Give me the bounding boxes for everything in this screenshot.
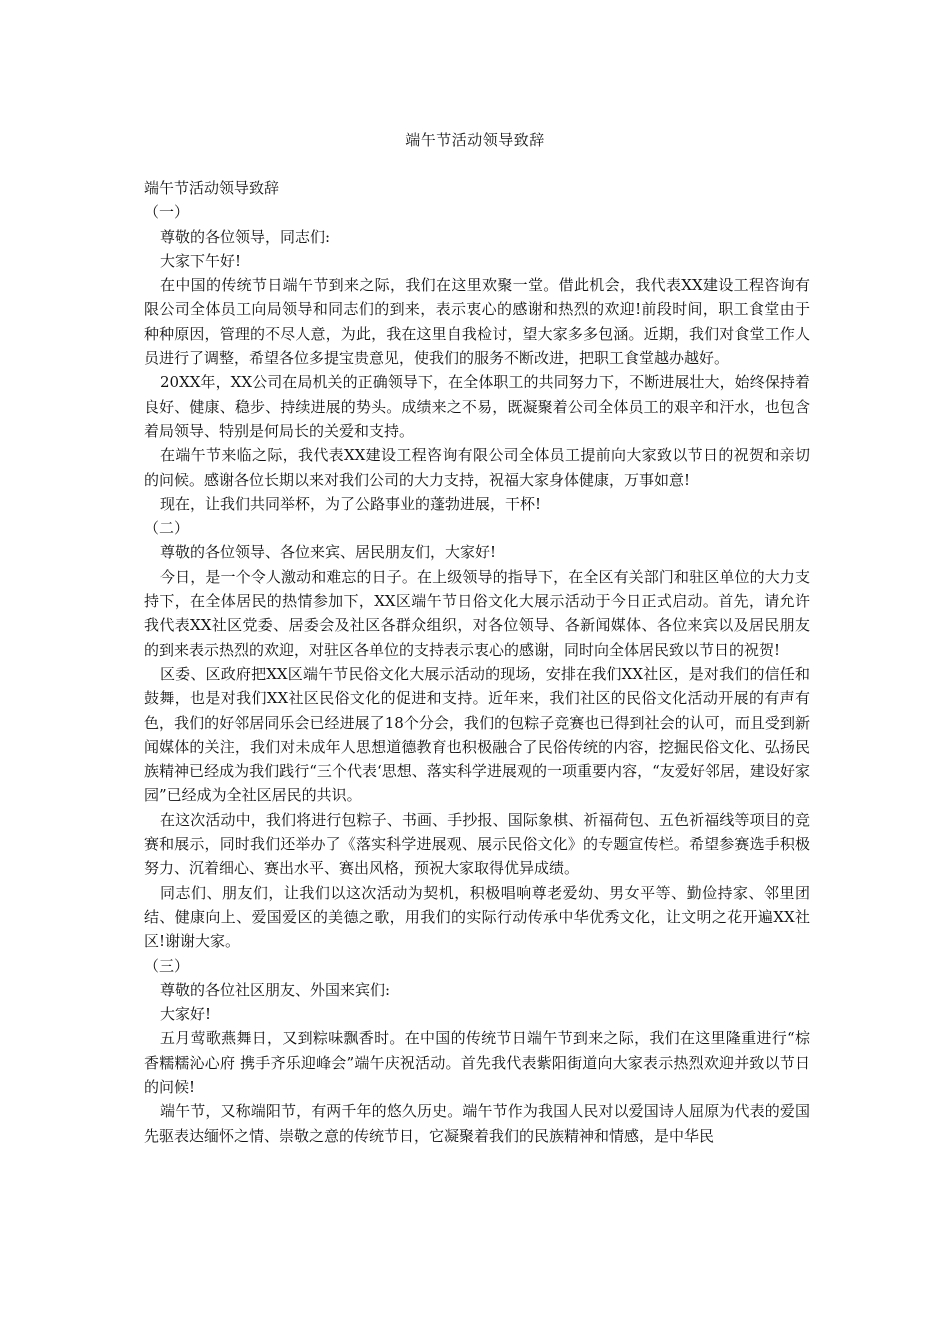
section-label-3: （三）	[144, 956, 190, 975]
paragraph: 在这次活动中，我们将进行包粽子、书画、手抄报、国际象棋、祈福荷包、五色祈福线等项目的竞赛和展示，同时我们还举办了《落实科学进展观、展示民俗文化》的专题宣传栏。希望参赛选手积极努力、沉着细心、赛出水平、赛出风格，预祝大家取得优异成绩。	[144, 810, 810, 878]
document-title: 端午节活动领导致辞	[405, 131, 545, 149]
paragraph: 尊敬的各位领导，同志们:	[160, 227, 331, 246]
paragraph: 端午节，又称端阳节，有两千年的悠久历史。端午节作为我国人民对以爱国诗人屈原为代表的爱国先驱表达缅怀之情、崇敬之意的传统节日，它凝聚着我们的民族精神和情感，是中华民	[144, 1102, 810, 1145]
paragraph: 尊敬的各位社区朋友、外国来宾们:	[160, 980, 391, 999]
paragraph: 现在，让我们共同举杯，为了公路事业的蓬勃进展，干杯!	[160, 494, 542, 513]
paragraph: 大家好!	[160, 1005, 212, 1024]
paragraph: 今日，是一个令人激动和难忘的日子。在上级领导的指导下，在全区有关部门和驻区单位的大力支持下，在全体居民的热情参加下，XX区端午节日俗文化大展示活动于今日正式启动。首先，请允许我代表XX社区党委、居委会及社区各群众组织，对各位领导、各新闻媒体、各位来宾以及居民朋友的到来表示热烈的欢迎，对驻区各单位的支持表示衷心的感谢，同时向全体居民致以节日的祝贺!	[144, 567, 810, 659]
paragraph: 同志们、朋友们，让我们以这次活动为契机，积极唱响尊老爱幼、男女平等、勤俭持家、邻里团结、健康向上、爱国爱区的美德之歌，用我们的实际行动传承中华优秀文化，让文明之花开遍XX社区!谢谢大家。	[144, 883, 810, 951]
paragraph: 五月莺歌燕舞日，又到粽味飘香时。在中国的传统节日端午节到来之际，我们在这里隆重进行“棕香糯糯沁心府 携手齐乐迎峰会”端午庆祝活动。首先我代表紫阳街道向大家表示热烈欢迎并致以节日的问候!	[144, 1029, 810, 1096]
paragraph: 区委、区政府把XX区端午节民俗文化大展示活动的现场，安排在我们XX社区，是对我们的信任和鼓舞，也是对我们XX社区民俗文化的促进和支持。近年来，我们社区的民俗文化活动开展的有声有色，我们的好邻居同乐会已经进展了18个分会，我们的包粽子竞赛也已得到社会的认可，而且受到新闻媒体的关注，我们对未成年人思想道德教育也积极融合了民俗传统的内容，挖掘民俗文化、弘扬民族精神已经成为我们践行“三个代表‘思想、落实科学进展观的一项重要内容，“友爱好邻居，建设好家园”已经成为全社区居民的共识。	[144, 664, 810, 805]
paragraph: 20XX年，XX公司在局机关的正确领导下，在全体职工的共同努力下，不断进展壮大，始终保持着良好、健康、稳步、持续进展的势头。成绩来之不易，既凝聚着公司全体员工的艰辛和汗水，也包含着局领导、特别是何局长的关爱和支持。	[144, 373, 810, 440]
document-subtitle: 端午节活动领导致辞	[144, 179, 280, 197]
section-label-2: （二）	[144, 519, 190, 538]
paragraph: 在中国的传统节日端午节到来之际，我们在这里欢聚一堂。借此机会，我代表XX建设工程咨询有限公司全体员工向局领导和同志们的到来，表示衷心的感谢和热烈的欢迎!前段时间，职工食堂由于种种原因，管理的不尽人意，为此，我在这里自我检讨，望大家多多包涵。近期，我们对食堂工作人员进行了调整，希望各位多提宝贵意见，使我们的服务不断改进，把职工食堂越办越好。	[144, 276, 810, 368]
paragraph: 在端午节来临之际，我代表XX建设工程咨询有限公司全体员工提前向大家致以节日的祝贺和亲切的问候。感谢各位长期以来对我们公司的大力支持，祝福大家身体健康，万事如意!	[144, 446, 810, 489]
section-label-1: （一）	[144, 203, 190, 222]
document-body	[144, 176, 810, 1148]
paragraph: 大家下午好!	[160, 251, 242, 270]
paragraph: 尊敬的各位领导、各位来宾、居民朋友们，大家好!	[160, 543, 497, 562]
